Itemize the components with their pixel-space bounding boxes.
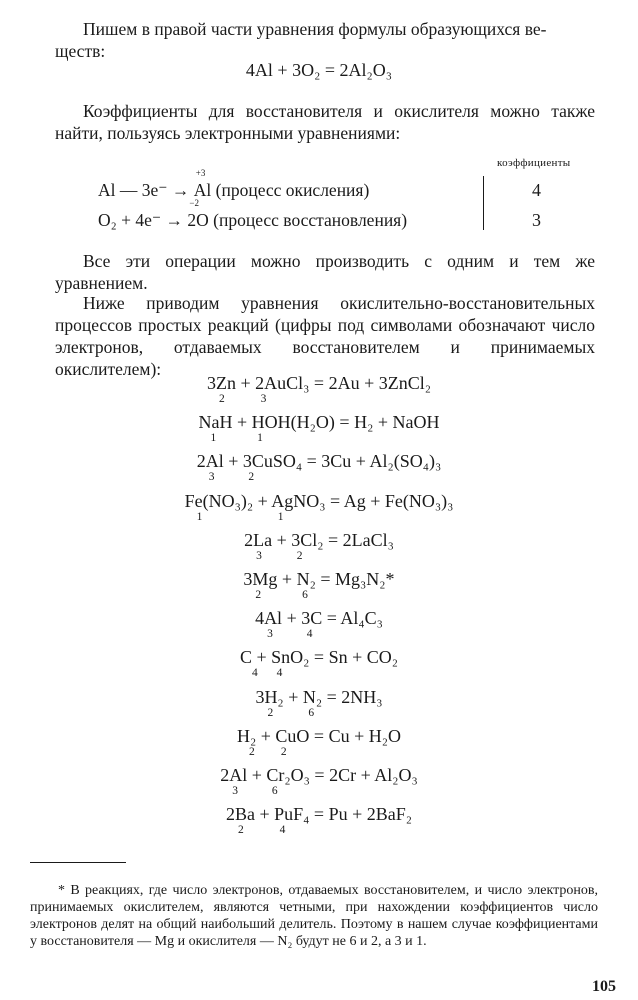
electron-count-reductant: 2: [237, 824, 244, 837]
equation-11: 2Al + Cr₂O₃ = 2Cr + Al₂O₃: [220, 765, 418, 785]
electron-count-reductant: 3: [267, 628, 273, 641]
footnote-rule: [30, 862, 126, 863]
electron-count-reductant: 2: [255, 589, 262, 601]
paragraph-same-equation: Все эти операции можно производить с одним и тем же уравнением.: [55, 251, 595, 293]
coefficients-header: коэффициенты: [497, 157, 571, 169]
equation-7: 4Al + 3C = Al₄C₃: [255, 608, 383, 629]
equation-10: H₂ + CuO = Cu + H₂O: [236, 725, 401, 746]
equation-2: NaH + HOH(H₂O) = H₂ + NaOH: [198, 412, 440, 433]
electron-count-reductant: 3: [256, 549, 262, 562]
electron-count-reductant: 2: [248, 745, 255, 758]
electron-count-reductant: 1: [196, 510, 203, 523]
intro-line-1: Пишем в правой части уравнения формулы образующихся ве-: [83, 19, 547, 39]
electron-count-reductant: 2: [218, 393, 225, 405]
half-reaction-divider: [483, 176, 484, 230]
equation-12: 2Ba + PuF₄ = Pu + 2BaF₂: [225, 804, 413, 825]
electron-count-oxidant: 2: [296, 549, 303, 562]
equation-5: 2La + 3Cl₂ = 2LaCl₃: [244, 529, 394, 550]
electron-count-reductant: 3: [208, 471, 215, 484]
electron-count-reductant: 4: [251, 667, 258, 680]
paragraph-redox-list-intro: Ниже приводим уравнения окислительно-восстановительных процессов простых реакций (цифры под символами обозначают число электронов, отдаваемых восстановителем и принимаемых окислителем):: [55, 293, 595, 379]
electron-count-oxidant: 6: [308, 706, 315, 719]
half-reaction-reduction: O₂ + 4e⁻ → −2 2O (процесс восстановления): [98, 198, 408, 230]
equation-9: 3H₂ + N₂ = 2NH₃: [255, 686, 383, 707]
reduced-species: −2 2O: [187, 198, 209, 230]
electron-count-oxidant: 2: [280, 745, 287, 758]
electron-count-reductant: 1: [210, 432, 217, 445]
coefficient-oxidation: 4: [532, 180, 541, 200]
electron-count-oxidant: 6: [302, 589, 308, 601]
intro-equation: 4Al + 3O₂ = 2Al₂O₃: [245, 60, 393, 80]
page-number: 105: [592, 978, 616, 995]
half-reaction-oxidation: Al — 3e⁻ → +3 Al (процесс окисления): [98, 168, 370, 200]
equation-3: 2Al + 3CuSO₄ = 3Cu + Al₂(SO₄)₃: [196, 451, 442, 472]
electron-count-oxidant: 4: [276, 667, 283, 680]
equation-4: Fe(NO₃)₂ + AgNO₃ = Ag + Fe(NO₃)₃: [184, 490, 454, 511]
electron-count-oxidant: 1: [257, 432, 263, 445]
electron-count-oxidant: 4: [279, 824, 286, 837]
intro-line-2: ществ:: [55, 41, 106, 61]
electron-count-oxidant: 1: [277, 510, 284, 523]
electron-count-reductant: 2: [267, 706, 274, 719]
paragraph-electron-equations: Коэффициенты для восстановителя и окислителя можно также найти, пользуясь электронными уравнениями:: [55, 101, 595, 143]
equation-8: C + SnO₂ = Sn + CO₂: [239, 647, 399, 668]
electron-count-oxidant: 4: [306, 628, 313, 641]
electron-count-reductant: 3: [232, 785, 238, 797]
electron-count-oxidant: 6: [271, 785, 278, 797]
footnote: * В реакциях, где число электронов, отдаваемых восстановителем, и число электронов, принимаемых окислителем, являются четными, при нахождении коэффициентов число электронов делят на общий наибольший делитель. Поэтому в нашем случае коэффициентами у восстановителя — Mg и окислителя — N₂ будут не 6 и 2, а 3 и 1.: [30, 883, 598, 949]
electron-count-oxidant: 2: [248, 471, 255, 484]
equation-6: 3Mg + N₂ = Mg₃N₂*: [243, 569, 395, 589]
oxidized-species: +3 Al: [193, 168, 212, 200]
equation-1: 3Zn + 2AuCl₃ = 2Au + 3ZnCl₂: [206, 373, 431, 393]
coefficient-reduction: 3: [532, 210, 541, 230]
electron-count-oxidant: 3: [260, 393, 267, 405]
intro-paragraph: [55, 18, 595, 62]
